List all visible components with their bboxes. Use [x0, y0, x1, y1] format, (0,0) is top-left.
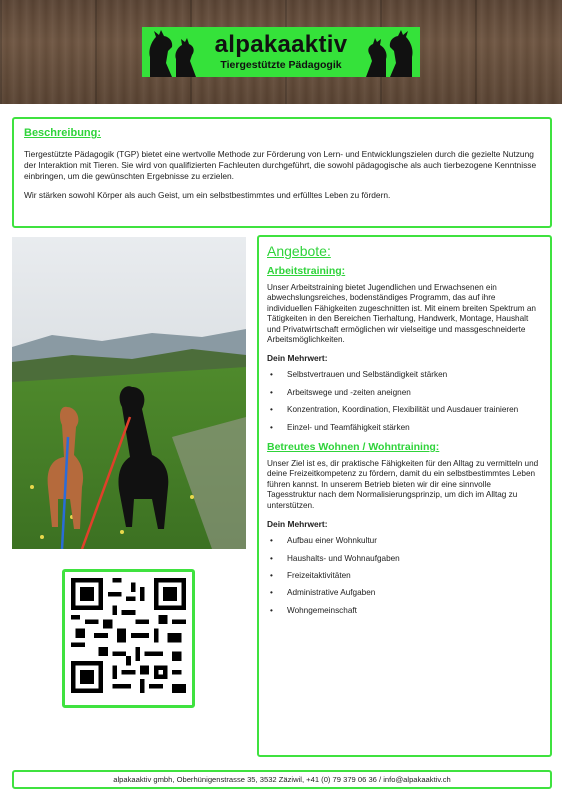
training-text: Unser Arbeitstraining bietet Jugendlichen und Erwachsenen ein abwechslungsreiches, bodenständiges Programm, das auf ihre individuellen Fähigkeiten zugeschnitten ist. Mit einem breiten Spektrum an Tätigkeiten in den Bereichen Tierhaltung, Handwerk, Montage, Haushalt und Privatwirtschaft ermöglichen wir vielseitige und massgeschneiderte Arbeitsmöglichkeiten. [267, 283, 536, 345]
list-item: • Arbeitswege und -zeiten aneignen [267, 388, 542, 398]
living-heading: Betreutes Wohnen / Wohntraining: [267, 441, 440, 454]
list-item: • Selbstvertrauen und Selbständigkeit stärken [267, 370, 542, 380]
list-item: • Wohngemeinschaft [267, 606, 542, 616]
alpaca-silhouette-icon [350, 27, 420, 77]
logo [142, 27, 420, 77]
training-heading: Arbeitstraining: [267, 265, 346, 277]
list-item: • Administrative Aufgaben [267, 588, 542, 598]
logo-subtitle: Tiergestützte Pädagogik [220, 59, 342, 71]
description-heading: Beschreibung: [24, 127, 102, 139]
logo-title: alpakaaktiv [214, 31, 348, 58]
description-box [12, 117, 552, 228]
training-value-heading: Dein Mehrwert: [267, 353, 328, 364]
qr-code[interactable] [62, 569, 195, 708]
list-item: • Aufbau einer Wohnkultur [267, 536, 542, 546]
alpaca-photo [12, 237, 246, 549]
list-item: • Konzentration, Koordination, Flexibilität und Ausdauer trainieren [267, 405, 542, 415]
list-item: • Einzel- und Teamfähigkeit stärken [267, 423, 542, 433]
living-value-heading: Dein Mehrwert: [267, 519, 328, 530]
description-paragraph: Wir stärken sowohl Körper als auch Geist, um ein selbstbestimmtes und erfülltes Leben zu fördern. [24, 190, 391, 200]
offers-heading: Angebote: [267, 243, 331, 259]
list-item: • Haushalts- und Wohnaufgaben [267, 554, 542, 564]
offers-box [257, 235, 552, 757]
footer-contact: alpakaaktiv gmbh, Oberhünigenstrasse 35, 3532 Zäziwil, +41 (0) 79 379 06 36 / info@alpakaaktiv.ch [12, 770, 552, 789]
header-banner [0, 0, 562, 104]
description-paragraph: Tiergestützte Pädagogik (TGP) bietet eine wertvolle Methode zur Förderung von Lern- und Entwicklungszielen durch die gezielte Nutzung der Interaktion mit Tieren. Sie wird von qualifizierten Fachleuten durchgeführt, die sowohl pädagogische als auch tierbezogene Kenntnisse einbringen, um die gewünschten Ergebnisse zu erzielen. [24, 149, 537, 181]
training-list [267, 370, 542, 433]
living-list [267, 536, 542, 616]
list-item: • Freizeitaktivitäten [267, 571, 542, 581]
living-text: Unser Ziel ist es, dir praktische Fähigkeiten für den Alltag zu vermitteln und deine Freizeitkompetenz zu fördern, damit du ein selbstbestimmtes Leben führen kannst. In unserem Betrieb bieten wir dir eine sinnvolle Tagesstruktur nach dem Normalisierungsprinzip, um dich im Alltag zu unterstützen. [267, 459, 539, 510]
